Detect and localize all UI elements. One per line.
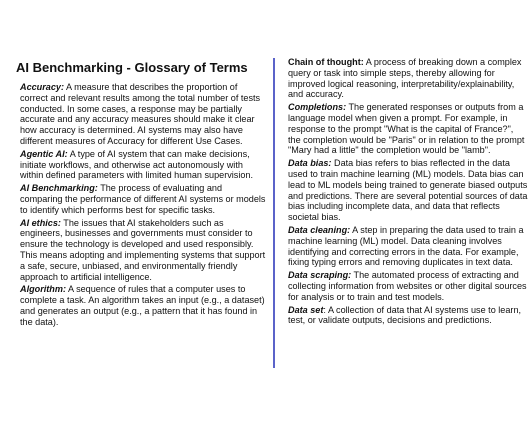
glossary-definition: The generated responses or outputs from a language model when given a prompt. For example, in response to the prompt "What is the capital of France?", the completion would be "Paris" or in relation to the prompt "Mary had a little" the completion would be "lamb". [288,102,525,156]
glossary-definition: A type of AI system that can make decisions, initiate workflows, and otherwise act autonomously with within defined parameters with limited human supervision. [20,148,254,181]
glossary-definition: A sequence of rules that a computer uses to complete a task. An algorithm takes an input (e.g., a dataset) and generates an output (e.g., a pattern that it has found in the data). [20,284,265,327]
glossary-definition: The process of evaluating and comparing the performance of different AI systems or models to identify which performs best for specific tasks. [20,183,266,215]
glossary-term: Agentic AI: [20,148,68,159]
glossary-term: AI Benchmarking: [20,183,98,194]
column-divider [273,58,275,368]
glossary-term: Accuracy: [20,82,64,92]
glossary-entry [288,305,528,327]
glossary-definition: : A collection of data that AI systems use to learn, test, or validate outputs, decisions and predictions. [288,304,522,326]
glossary-entry [20,183,266,215]
glossary-definition: A step in preparing the data used to train a machine learning (ML) model. Data cleaning involves identifying and correcting errors in the data. For example, fixing typing errors and removing duplicates in text data. [288,224,524,268]
page-title: AI Benchmarking - Glossary of Terms [16,60,248,75]
glossary-term: Chain of thought: [288,57,364,67]
glossary-entry [288,57,528,100]
glossary-term: AI ethics: [20,217,61,228]
glossary-term: Data set [288,304,324,315]
glossary-term: Data bias: [288,158,332,169]
glossary-definition: A measure that describes the proportion of correct and relevant results among the total number of tests conducted. In some cases, a response may be partially accurate and any accuracy measures should make it clear how accuracy is determined. AI systems may also have different measures of Accuracy for different Use Cases. [20,82,261,146]
glossary-definition: A process of breaking down a complex query or task into simple steps, thereby allowing for improved logical reasoning, interpretability/explainability, and accuracy. [288,57,522,100]
glossary-entry [288,225,528,268]
glossary-entry [288,102,528,156]
glossary-entry [20,218,266,283]
left-column [16,60,266,330]
right-column [288,57,528,328]
glossary-entry [20,82,266,147]
glossary-entry [20,284,266,327]
glossary-term: Algorithm: [20,284,66,295]
glossary-term: Data scraping: [288,270,352,281]
left-glossary-list [16,82,266,328]
glossary-entry [288,158,528,223]
glossary-entry [288,270,528,302]
glossary-definition: The issues that AI stakeholders such as engineers, businesses and governments must consider to ensure the technology is developed and used responsibly. This means adopting and implementing systems that support a safe, secure, unbiased, and environmentally friendly approach to artificial intelligence. [20,217,266,282]
glossary-term: Data cleaning: [288,224,351,235]
right-glossary-list [288,57,528,326]
glossary-definition: The automated process of extracting and collecting information from websites or other digital sources for analysis or to train and test models. [288,270,527,302]
glossary-entry [20,149,266,181]
glossary-definition: Data bias refers to bias reflected in the data used to train machine learning (ML) models. Data bias can lead to ML models being trained to generate biased outputs and predictions. There are several potential sources of data bias including incomplete data, and data that reflects societal bias. [288,158,528,223]
glossary-term: Completions: [288,102,347,113]
